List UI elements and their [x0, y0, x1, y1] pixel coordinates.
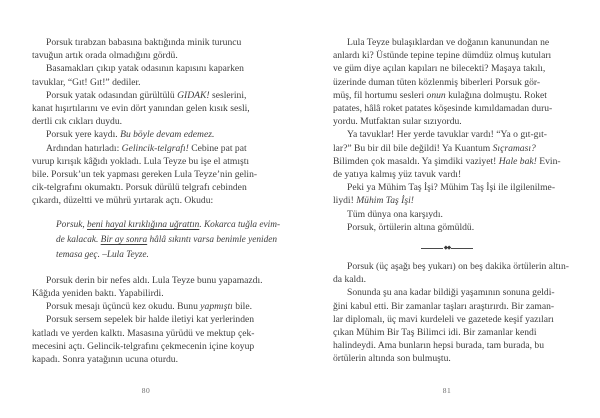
text-line — [333, 168, 561, 181]
text-segment: halindeydi. Ama bunların hepsi burada, tam burada, bu — [333, 340, 545, 352]
text-line — [333, 36, 561, 49]
text-segment: çıkardı, düzeltti ve mührü yırtarak açtı. Okudu: — [32, 195, 214, 207]
text-line — [333, 300, 561, 313]
text-segment: Ardından hatırladı: — [46, 142, 122, 154]
paragraph — [333, 208, 561, 221]
text-segment: de kalacak. — [56, 235, 101, 246]
text-segment: liydi! — [333, 195, 357, 207]
text-segment: Sonunda şu ana kadar bildiği yaşamının sonuna geldi- — [347, 287, 555, 299]
text-segment: yordu. Mutfaktan sular sızıyordu. — [333, 116, 462, 128]
paragraph — [32, 62, 260, 88]
text-segment: Bir ay sonra — [100, 235, 148, 246]
text-segment: lar diplomalı, üç mavi kurdeleli ve gazetede keşif yazıları — [333, 313, 554, 325]
text-line — [32, 313, 260, 326]
text-segment: Porsuk (üç aşağı beş yukarı) on beş dakika örtülerin altın- — [347, 261, 569, 273]
text-segment: Evin- — [536, 155, 561, 167]
page-left — [32, 36, 281, 366]
divider-rule — [421, 248, 443, 249]
text-segment: kapadı. Sonra yatağının ucuna oturdu. — [32, 354, 179, 366]
text-segment: Porsuk tırabzan babasına baktığında minik turuncu — [46, 37, 242, 48]
text-line — [333, 260, 569, 273]
text-line — [32, 89, 260, 102]
text-segment: Ya tavuklar! Her yerde tavuklar vardı! “Ya o gıt-gıt- — [347, 129, 547, 141]
text-line — [32, 181, 260, 194]
text-segment: müş, fil hortumu sesleri — [333, 89, 427, 101]
text-line — [333, 115, 561, 128]
paragraph — [32, 128, 260, 141]
text-line — [56, 233, 278, 248]
text-segment: kulağına dolmuştu. Roket — [445, 89, 547, 101]
text-segment: bile. — [232, 301, 252, 313]
text-segment: anlardı ki? Üstünde tepine tepine dümdüz olmuş kutuları — [333, 50, 552, 62]
text-segment: ve güm diye açılan kapıları ne bilecekti? Maşaya takılı, — [333, 63, 546, 75]
text-segment: vurup kırışık kâğıdı yokladı. Lula Teyze bu işe el atmıştı — [32, 155, 250, 167]
text-segment: dertli cık cıkları duydu. — [32, 116, 123, 128]
text-segment: de yatıya kalmış yüz tavuk vardı! — [333, 169, 462, 181]
text-line — [333, 352, 561, 365]
text-line — [333, 49, 561, 62]
text-line — [333, 286, 561, 299]
text-segment: bile. Porsuk’un tek yapması gereken Lula Teyze’nin gelin- — [32, 169, 258, 181]
page-right — [333, 36, 569, 366]
text-line — [333, 142, 561, 155]
text-segment: çıkan Mühim Bir Taş Bilimci idi. Bir zamanlar kendi — [333, 327, 537, 339]
text-segment: Lula Teyze bulaşıklardan ve doğanın kanunundan ne — [347, 37, 550, 48]
paragraph — [333, 36, 561, 128]
text-line — [333, 339, 561, 352]
text-segment: Porsuk, örtülerin altına gömüldü. — [347, 221, 475, 233]
text-segment: Porsuk, — [56, 219, 87, 230]
text-line — [32, 168, 260, 181]
text-segment: Basamakları çıkıp yatak odasının kapısını kaparken — [46, 63, 244, 75]
text-segment: tavuğun artık orada olmadığını gördü. — [32, 50, 178, 62]
text-line — [32, 128, 260, 141]
text-line — [333, 221, 561, 234]
paragraph — [333, 286, 561, 365]
text-segment: Porsuk sersem sepelek bir halde iletiyi kat yerlerinden — [46, 314, 255, 326]
text-line — [333, 76, 561, 89]
paragraph — [32, 300, 260, 313]
text-segment: Peki ya Mühim Taş İşi? Mühim Taş İşi ile ilgilenilme- — [347, 182, 556, 194]
text-segment: Cebine pat pat — [188, 142, 247, 154]
text-line — [32, 102, 260, 115]
text-line — [32, 62, 260, 75]
text-line — [32, 274, 263, 287]
text-segment: Porsuk derin bir nefes aldı. Lula Teyze bunu yapamazdı. — [46, 274, 263, 286]
divider-diamond-icon: ◆◆ — [443, 245, 451, 252]
paragraph — [32, 274, 263, 300]
page-number-right: 81 — [442, 386, 452, 395]
text-segment: cik-telgrafını okumaktı. Porsuk dürülü telgrafı cebinden — [32, 182, 247, 194]
text-segment: da kaldı. — [333, 274, 367, 286]
section-divider — [333, 245, 561, 251]
text-segment: katladı ve yerden kalktı. Masasına yürüdü ve mektup çek- — [32, 327, 255, 339]
text-line — [333, 155, 561, 168]
text-segment: lar?” Bu bir dil bile değildi! Ya Kuantum — [333, 142, 493, 154]
text-segment: GIDAK! — [177, 89, 210, 101]
page-number-left: 80 — [141, 386, 151, 395]
text-segment: . Kokarca tuğla evim- — [199, 219, 281, 230]
text-line — [333, 102, 561, 115]
text-segment: Gelincik-telgrafı! — [121, 142, 189, 154]
text-segment: Porsuk yere kaydı. — [46, 129, 121, 141]
text-segment: onun — [426, 89, 446, 101]
text-line — [32, 194, 260, 207]
text-line — [32, 142, 260, 155]
text-line — [32, 76, 260, 89]
text-line — [333, 194, 561, 207]
paragraph — [333, 181, 561, 207]
text-segment: yapmıştı — [200, 301, 233, 313]
divider-rule — [451, 248, 473, 249]
text-segment: tavuklar, “Gıt! Gıt!” dediler. — [32, 76, 141, 88]
text-segment: Tüm dünya ona karşıydı. — [347, 208, 443, 220]
text-segment: ğini kabul etti. Bir zamanlar taşları araştırırdı. Bir zaman- — [333, 300, 555, 312]
text-line — [32, 340, 260, 353]
text-segment: seslerini, — [209, 89, 247, 101]
text-line — [333, 181, 561, 194]
text-line — [32, 49, 260, 62]
text-line — [32, 287, 260, 300]
text-segment: Bilimden çok masaldı. Ya şimdiki vaziyet! — [333, 155, 499, 167]
text-segment: patates, hâlâ roket patates köşesinde kımıldamadan duru- — [333, 103, 553, 115]
text-line — [333, 326, 561, 339]
text-segment: Hale bak! — [498, 155, 537, 167]
text-segment: Mühim Taş İşi! — [356, 195, 414, 207]
paragraph — [32, 313, 260, 366]
text-segment: mecesini açtı. Gelincik-telgrafını çekmecenin içine koyup — [32, 340, 255, 352]
text-segment: hâlâ sıkıntı varsa benimle yeniden — [147, 235, 278, 246]
text-line — [32, 155, 260, 168]
text-line — [333, 313, 561, 326]
text-segment: Porsuk mesajı üçüncü kez okudu. Bunu — [46, 301, 201, 313]
text-segment: Sıçraması? — [492, 142, 536, 154]
text-line — [32, 300, 260, 313]
text-segment: örtülerin altında son bulmuştu. — [333, 353, 451, 365]
paragraph — [32, 36, 260, 62]
text-line — [56, 218, 281, 233]
text-segment: Porsuk yatak odasından gürültülü — [46, 89, 178, 101]
text-line — [32, 115, 260, 128]
text-segment: Bu böyle devam edemez. — [120, 129, 215, 141]
paragraph — [333, 221, 561, 234]
text-segment: üzerinde duman tüten közlenmiş biberleri Porsuk gör- — [333, 76, 541, 88]
text-line — [333, 62, 561, 75]
text-segment: kanat hışırtılarını ve evin dört yanından gelen kısık sesli, — [32, 103, 250, 115]
text-line — [333, 273, 561, 286]
text-line — [333, 89, 561, 102]
text-line — [56, 248, 248, 263]
text-segment: beni hayal kırıklığına uğrattın — [87, 219, 200, 230]
paragraph — [32, 89, 260, 129]
paragraph — [32, 142, 260, 208]
text-line — [32, 36, 260, 49]
letter-quote — [56, 218, 281, 264]
text-line — [333, 128, 561, 141]
paragraph — [333, 260, 569, 286]
text-line — [333, 208, 561, 221]
paragraph — [333, 128, 561, 181]
text-segment: temasa geç. –Lula Teyze. — [56, 250, 149, 261]
text-segment: Kâğıda yeniden baktı. Yapabilirdi. — [32, 288, 164, 300]
text-line — [32, 353, 260, 366]
text-line — [32, 327, 260, 340]
